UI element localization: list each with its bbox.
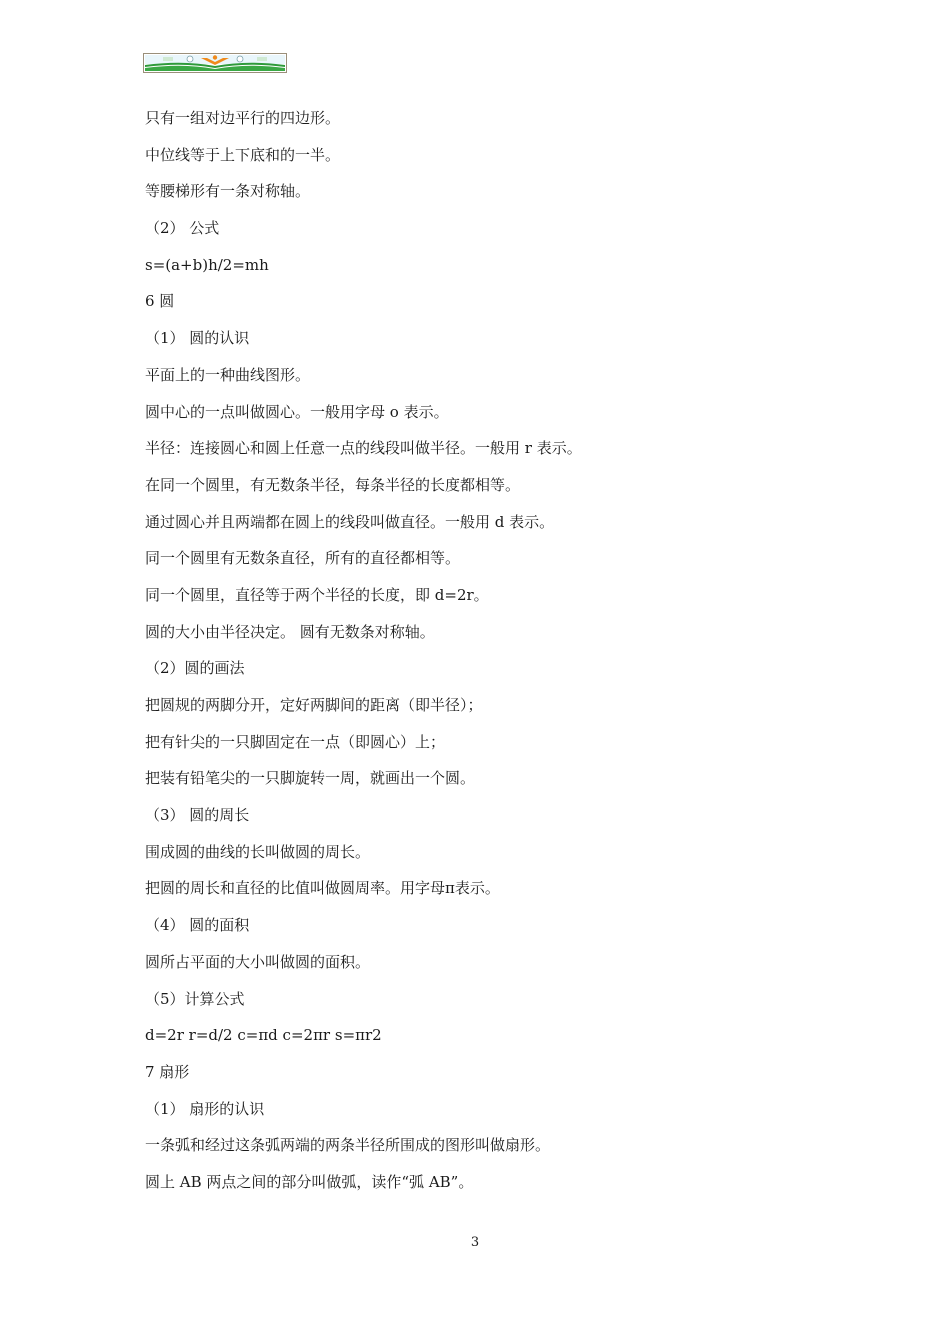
text-line: 圆的大小由半径决定。 圆有无数条对称轴。 <box>145 622 435 641</box>
text-line: 圆上 AB 两点之间的部分叫做弧，读作“弧 AB”。 <box>145 1172 474 1191</box>
formula-line: d=2r r=d/2 c=πd c=2πr s=πr2 <box>145 1026 382 1045</box>
text-line: 圆中心的一点叫做圆心。一般用字母 o 表示。 <box>145 402 449 421</box>
text-line: 把装有铅笔尖的一只脚旋转一周，就画出一个圆。 <box>145 769 476 788</box>
section-heading: （1） 圆的认识 <box>145 329 250 348</box>
text-line: 一条弧和经过这条弧两端的两条半径所围成的图形叫做扇形。 <box>145 1136 551 1155</box>
section-heading: 7 扇形 <box>145 1062 190 1081</box>
section-heading: （3） 圆的周长 <box>145 806 250 825</box>
section-heading: 6 圆 <box>145 292 175 311</box>
section-heading: （4） 圆的面积 <box>145 916 250 935</box>
document-body <box>145 105 825 1206</box>
section-heading: （1） 扇形的认识 <box>145 1099 265 1118</box>
text-line: 半径：连接圆心和圆上任意一点的线段叫做半径。一般用 r 表示。 <box>145 439 582 458</box>
text-line: 中位线等于上下底和的一半。 <box>145 145 341 164</box>
text-line: 把圆的周长和直径的比值叫做圆周率。用字母π表示。 <box>145 879 500 898</box>
text-line: 通过圆心并且两端都在圆上的线段叫做直径。一般用 d 表示。 <box>145 512 555 531</box>
text-line: 只有一组对边平行的四边形。 <box>145 109 341 127</box>
section-heading: （5）计算公式 <box>145 989 245 1008</box>
text-line: 在同一个圆里，有无数条半径，每条半径的长度都相等。 <box>145 475 521 494</box>
text-line: 把有针尖的一只脚固定在一点（即圆心）上； <box>145 732 446 751</box>
page-number: 3 <box>470 1235 480 1250</box>
text-line: 把圆规的两脚分开，定好两脚间的距离（即半径）； <box>145 696 483 714</box>
text-line: 同一个圆里有无数条直径，所有的直径都相等。 <box>145 549 461 568</box>
section-heading: （2）圆的画法 <box>145 659 245 678</box>
formula-line: s=(a+b)h/2=mh <box>145 255 269 274</box>
header-logo <box>143 53 287 73</box>
section-heading: （2） 公式 <box>145 219 220 238</box>
text-line: 围成圆的曲线的长叫做圆的周长。 <box>145 842 371 861</box>
text-line: 圆所占平面的大小叫做圆的面积。 <box>145 952 371 971</box>
header-logo-graphic <box>143 53 287 73</box>
text-line: 等腰梯形有一条对称轴。 <box>145 182 311 201</box>
text-line: 同一个圆里，直径等于两个半径的长度，即 d=2r。 <box>145 585 489 604</box>
text-line: 平面上的一种曲线图形。 <box>145 365 311 384</box>
